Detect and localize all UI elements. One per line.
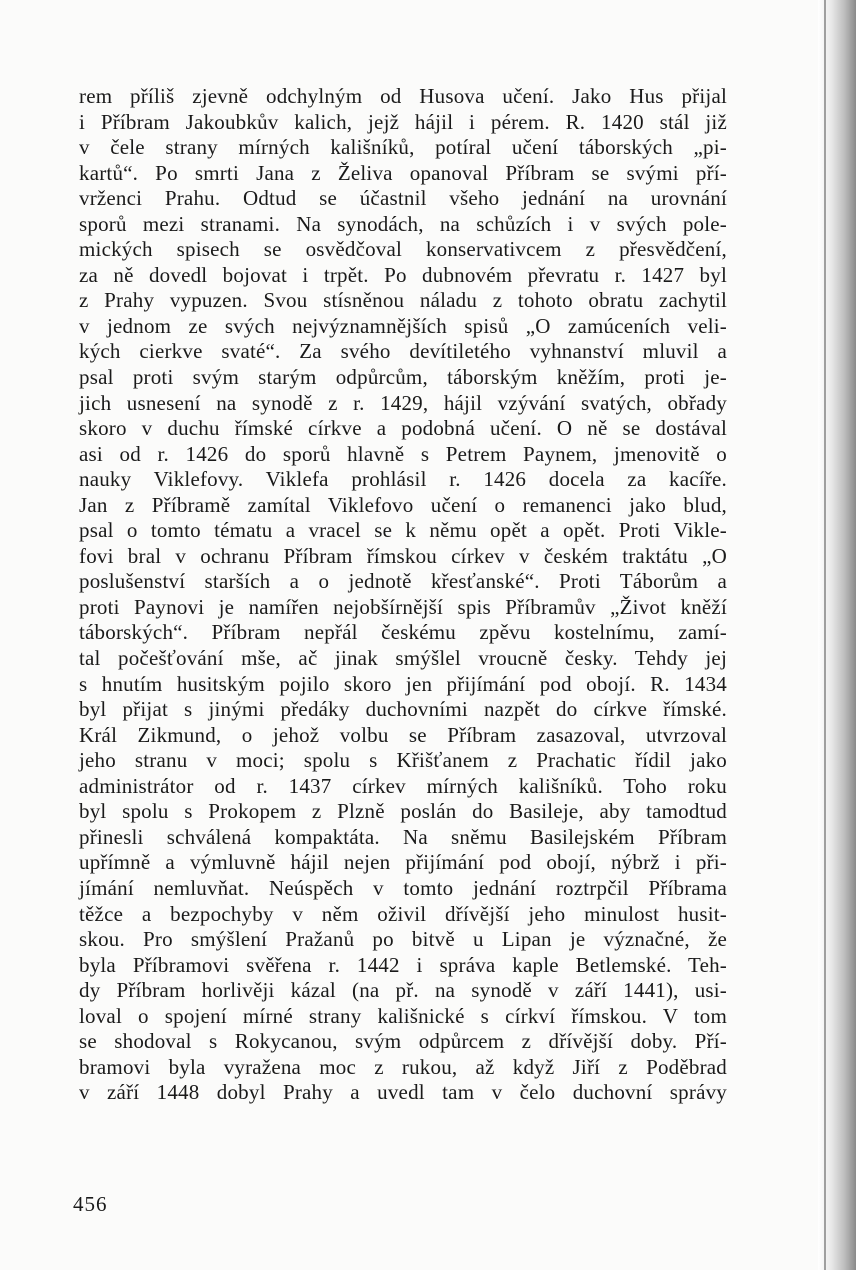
text-line: asi od r. 1426 do sporů hlavně s Petrem Paynem, jmenovitě o <box>79 441 727 466</box>
text-line: byl spolu s Prokopem z Plzně poslán do Basileje, aby tamodtud <box>79 799 727 824</box>
text-line: bramovi byla vyražena moc z rukou, až když Jiří z Poděbrad <box>79 1054 727 1079</box>
text-line: s hnutím husitským pojilo skoro jen přijímání pod obojí. R. 1434 <box>79 671 727 696</box>
text-line: v jednom ze svých nejvýznamnějších spisů „O zamúceních veli- <box>79 313 727 338</box>
text-line: za ně dovedl bojovat i trpět. Po dubnovém převratu r. 1427 byl <box>79 262 727 287</box>
text-line: jímání nemluvňat. Neúspěch v tomto jednání roztrpčil Příbrama <box>79 875 727 900</box>
text-line: Král Zikmund, o jehož volbu se Příbram zasazoval, utvrzoval <box>79 722 727 747</box>
text-line: administrátor od r. 1437 církev mírných kališníků. Toho roku <box>79 773 727 798</box>
page-number: 456 <box>73 1192 108 1216</box>
text-line: upřímně a výmluvně hájil nejen přijímání pod obojí, nýbrž i při- <box>79 850 727 875</box>
text-line: mických spisech se osvědčoval konservativcem z přesvědčení, <box>79 237 727 262</box>
text-line: poslušenství starších a o jednotě křesťanské“. Proti Táborům a <box>79 569 727 594</box>
text-line: proti Paynovi je namířen nejobšírnější spis Příbramův „Život kněží <box>79 594 727 619</box>
text-line: psal proti svým starým odpůrcům, táborským kněžím, proti je- <box>79 365 727 390</box>
text-line: psal o tomto tématu a vracel se k němu opět a opět. Proti Vikle- <box>79 518 727 543</box>
body-text <box>79 84 727 1106</box>
text-line: se shodoval s Rokycanou, svým odpůrcem z dřívější doby. Pří- <box>79 1029 727 1054</box>
text-line: byla Příbramovi svěřena r. 1442 i správa kaple Betlemské. Teh- <box>79 952 727 977</box>
text-line: rem příliš zjevně odchylným od Husova učení. Jako Hus přijal <box>79 84 727 108</box>
text-line: loval o spojení mírné strany kališnické s církví římskou. V tom <box>79 1003 727 1028</box>
text-line: sporů mezi stranami. Na synodách, na schůzích i v svých pole- <box>79 211 727 236</box>
text-line: i Příbram Jakoubkův kalich, jejž hájil i pérem. R. 1420 stál již <box>79 109 727 134</box>
text-line: v čele strany mírných kališníků, potíral učení táborských „pi- <box>79 135 727 160</box>
text-line: fovi bral v ochranu Příbram římskou církev v českém traktátu „O <box>79 543 727 568</box>
text-line: nauky Viklefovy. Viklefa prohlásil r. 1426 docela za kacíře. <box>79 467 727 492</box>
text-line: jich usnesení na synodě z r. 1429, hájil vzývání svatých, obřady <box>79 390 727 415</box>
text-line: vrženci Prahu. Odtud se účastnil všeho jednání na urovnání <box>79 186 727 211</box>
text-line: v září 1448 dobyl Prahy a uvedl tam v čelo duchovní správy <box>79 1080 727 1105</box>
page-edge-line <box>824 0 826 1270</box>
text-line: kartů“. Po smrti Jana z Želiva opanoval Příbram se svými pří- <box>79 160 727 185</box>
text-line: skou. Pro smýšlení Pražanů po bitvě u Lipan je význačné, že <box>79 927 727 952</box>
text-line: tal počešťování mše, ač jinak smýšlel vroucně česky. Tehdy jej <box>79 646 727 671</box>
text-line: táborských“. Příbram nepřál českému zpěvu kostelnímu, zamí- <box>79 620 727 645</box>
text-line: přinesli schválená kompaktáta. Na sněmu Basilejském Příbram <box>79 824 727 849</box>
text-line: Jan z Příbramě zamítal Viklefovo učení o remanenci jako blud, <box>79 492 727 517</box>
text-line: těžce a bezpochyby v něm oživil dřívější jeho minulost husit- <box>79 901 727 926</box>
text-line: byl přijat s jinými předáky duchovními nazpět do církve římské. <box>79 697 727 722</box>
text-line: kých cierkve svaté“. Za svého devítiletého vyhnanství mluvil a <box>79 339 727 364</box>
text-line: skoro v duchu římské církve a podobná učení. O ně se dostával <box>79 416 727 441</box>
text-line: dy Příbram horlivěji kázal (na př. na synodě v září 1441), usi- <box>79 978 727 1003</box>
text-line: z Prahy vypuzen. Svou stísněnou náladu z tohoto obratu zachytil <box>79 288 727 313</box>
text-line: jeho stranu v moci; spolu s Křišťanem z Prachatic řídil jako <box>79 748 727 773</box>
